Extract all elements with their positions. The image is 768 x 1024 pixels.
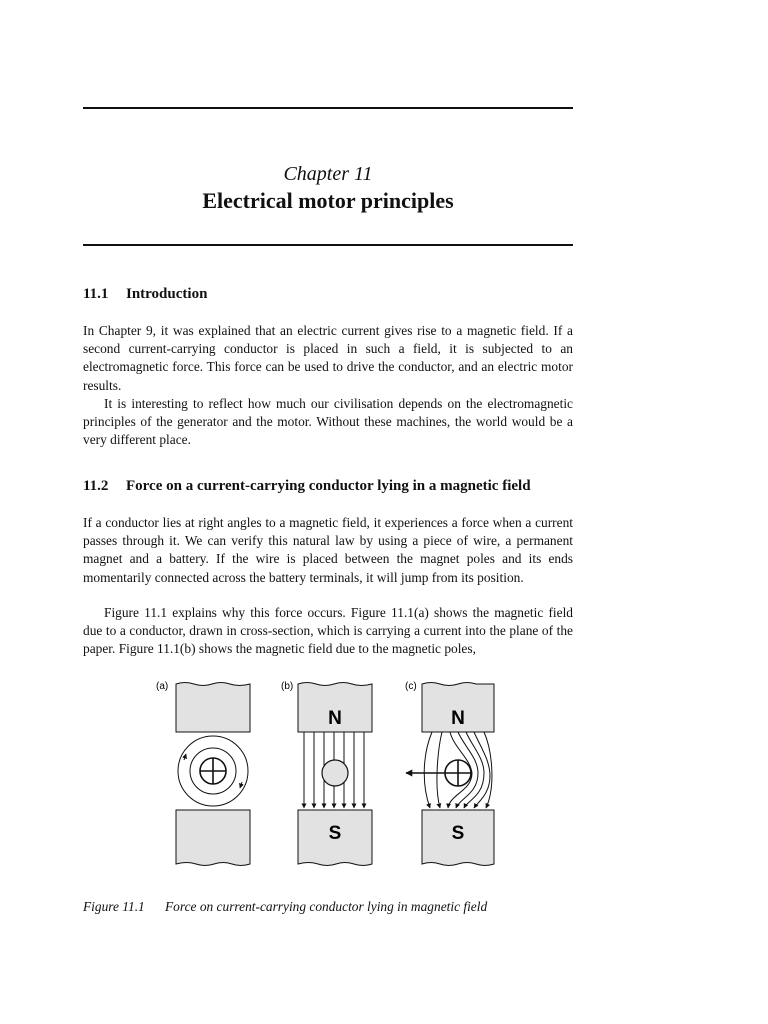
field-arrow-icon (240, 782, 242, 788)
figure-diagram (150, 676, 510, 876)
panel-c (405, 681, 494, 866)
paragraph: It is interesting to reflect how much our civilisation depends on the electromagnetic principles of the generator and the motor. Without these machines, the world would be a very different place. (83, 396, 573, 448)
panel-label-a: (a) (156, 681, 169, 692)
magnet-block-bottom-a (176, 810, 250, 866)
bottom-rule (83, 244, 573, 246)
pole-label-north: N (328, 708, 342, 729)
top-rule (83, 107, 573, 109)
section-number: 11.1 (83, 286, 109, 302)
chapter-title: Electrical motor principles (202, 188, 454, 213)
section-number: 11.2 (83, 478, 109, 494)
paragraph: In Chapter 9, it was explained that an electric current gives rise to a magnetic field. If a second current-carrying conductor is placed in such a field, it is subjected to an electromagnetic force. This force can be used to drive the conductor, and an electric motor results. (83, 323, 573, 393)
section-title: Introduction (126, 286, 208, 302)
figure-caption (83, 899, 487, 915)
chapter-label: Chapter 11 (283, 163, 373, 185)
conductor-no-current (322, 760, 348, 786)
pole-label-south: S (328, 823, 342, 844)
pole-label-north: N (451, 708, 465, 729)
magnet-block-top-a (176, 683, 250, 733)
section-title: Force on a current-carrying conductor lying in a magnetic field (126, 478, 531, 494)
section-heading-introduction (83, 286, 573, 303)
paragraph: If a conductor lies at right angles to a magnetic field, it experiences a force when a current passes through it. We can verify this natural law by using a piece of wire, a permanent magnet and a battery. If the wire is placed between the magnet poles and its ends momentarily connected across the battery terminals, it will jump from its position. (83, 515, 573, 585)
field-arrow-icon (184, 754, 186, 760)
panel-label-b: (b) (281, 681, 294, 692)
panel-a (156, 681, 250, 866)
pole-label-south: S (451, 823, 465, 844)
caption-number: Figure 11.1 (83, 899, 145, 914)
caption-text: Force on current-carrying conductor lying in magnetic field (165, 899, 488, 914)
paragraph: Figure 11.1 explains why this force occurs. Figure 11.1(a) shows the magnetic field due to a conductor, drawn in cross-section, which is carrying a current into the plane of the paper. Figure 11.1(b) shows the magnetic field due to the magnetic poles, (83, 605, 573, 657)
figure-11-1 (150, 676, 510, 876)
panel-label-c: (c) (405, 681, 417, 692)
panel-b (281, 681, 372, 866)
section-heading-force (83, 478, 573, 495)
